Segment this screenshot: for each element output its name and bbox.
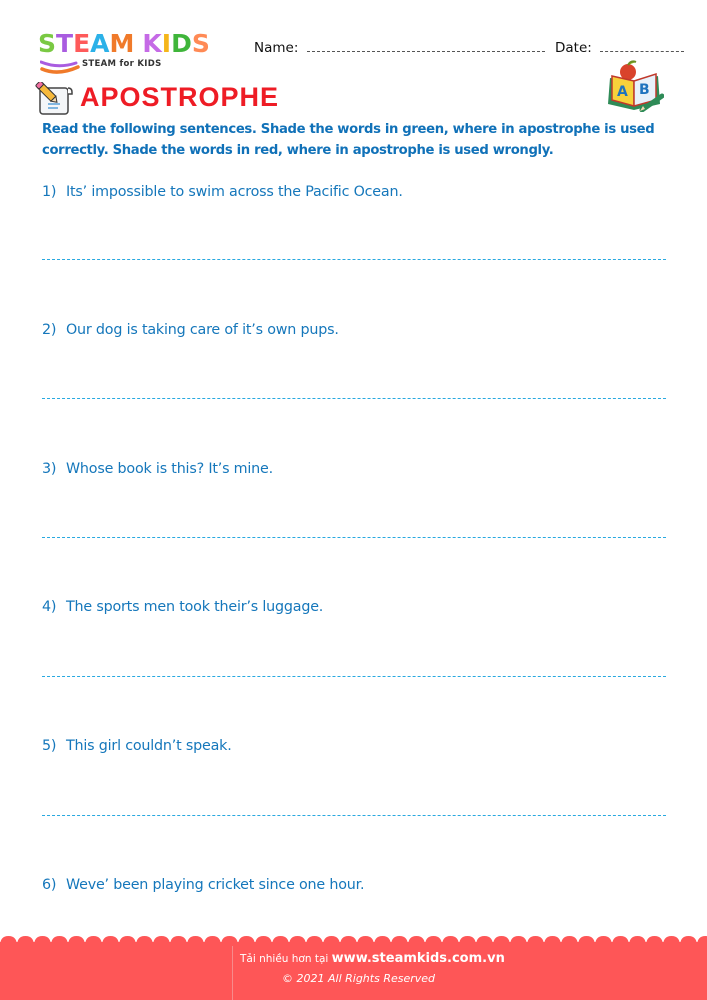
question-item [42,461,273,477]
steam-kids-logo [38,30,238,75]
question-number: 2) [42,322,57,338]
question-item [42,322,339,338]
question-text[interactable]: The sports men took their’s luggage. [66,599,324,615]
name-field[interactable] [307,41,545,52]
logo-letter: T [56,29,74,58]
svg-text:B: B [639,82,650,98]
date-label: Date: [554,40,592,56]
question-number: 4) [42,599,57,615]
logo-tagline: STEAM for KIDS [82,59,162,69]
logo-wordmark [38,30,210,58]
answer-line[interactable] [42,815,666,816]
abc-book-icon [606,60,664,112]
logo-letter: M [109,29,135,58]
footer-copyright: © 2021 All Rights Reserved [282,972,436,985]
date-field[interactable] [600,41,684,52]
logo-letter: S [38,29,57,58]
question-number: 3) [42,461,57,477]
question-item [42,184,403,200]
footer-divider [232,946,233,1000]
logo-letter: K [142,29,162,58]
answer-line[interactable] [42,676,666,677]
logo-letter: I [161,29,172,58]
question-number: 1) [42,184,57,200]
logo-letter: D [171,29,192,58]
logo-swoosh-icon [40,60,80,76]
question-item [42,738,232,754]
footer-download-text [240,951,505,966]
answer-line[interactable] [42,398,666,399]
question-item [42,599,323,615]
question-text[interactable]: Weve’ been playing cricket since one hour. [66,877,365,893]
question-text[interactable]: This girl couldn’t speak. [66,738,232,754]
name-date-fields [254,40,684,56]
logo-letter: E [73,29,91,58]
name-label: Name: [254,40,299,56]
page-title: APOSTROPHE [80,82,280,112]
question-text[interactable]: Its’ impossible to swim across the Pacific Ocean. [66,184,403,200]
question-number: 5) [42,738,57,754]
logo-letter: A [90,29,110,58]
logo-letter: S [191,29,210,58]
footer-website-link[interactable]: www.steamkids.com.vn [331,951,505,966]
svg-text:A: A [617,84,628,100]
answer-line[interactable] [42,537,666,538]
answer-line[interactable] [42,259,666,260]
instructions-text: Read the following sentences. Shade the words in green, where in apostrophe is used correctly. Shade the words in red, where in apostrophe is used wrongly. [42,122,655,158]
question-text[interactable]: Whose book is this? It’s mine. [66,461,273,477]
pencil-scroll-icon [34,82,74,116]
footer-prefix: Tải nhiều hơn tại [240,953,329,965]
question-item [42,877,364,893]
question-text[interactable]: Our dog is taking care of it’s own pups. [66,322,339,338]
question-number: 6) [42,877,57,893]
